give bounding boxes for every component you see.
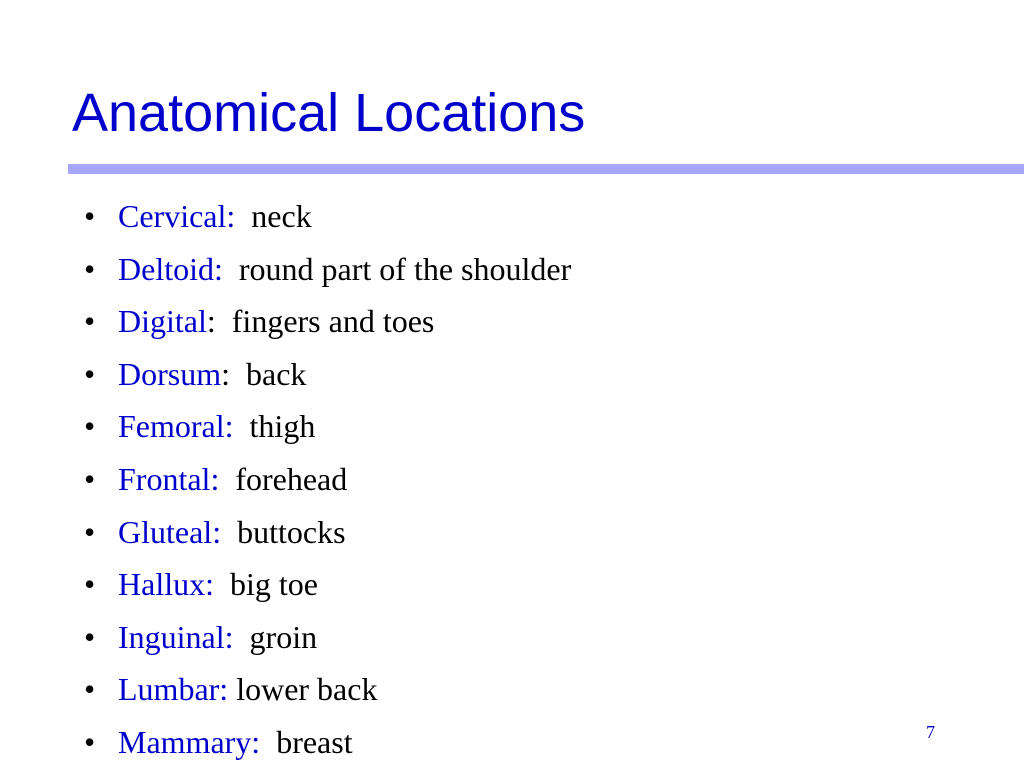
bullet-icon: • xyxy=(84,513,96,550)
page-number: 7 xyxy=(926,722,935,742)
definition: groin xyxy=(249,618,318,655)
bullet-icon: • xyxy=(84,566,96,603)
definition: : back xyxy=(221,355,307,392)
term: Mammary: xyxy=(118,723,261,760)
definition: : fingers and toes xyxy=(206,303,435,340)
term: Deltoid: xyxy=(118,250,223,287)
term: Digital xyxy=(118,303,207,340)
list-item xyxy=(84,348,571,401)
definition: buttocks xyxy=(237,513,346,550)
bullet-icon: • xyxy=(84,460,96,497)
list-item xyxy=(84,400,571,453)
list-item xyxy=(84,453,571,506)
term: Hallux: xyxy=(118,566,214,603)
title-divider xyxy=(68,164,1024,174)
bullet-icon: • xyxy=(84,723,96,760)
bullet-icon: • xyxy=(84,408,96,445)
term: Lumbar: xyxy=(118,671,229,708)
definition: lower back xyxy=(236,671,378,708)
list-item xyxy=(84,243,571,296)
list-item xyxy=(84,663,571,716)
term: Gluteal: xyxy=(118,513,222,550)
list-item xyxy=(84,190,571,243)
bullet-icon: • xyxy=(84,198,96,234)
term-list xyxy=(84,190,571,769)
bullet-icon: • xyxy=(84,671,96,708)
term: Frontal: xyxy=(118,460,220,497)
term: Inguinal: xyxy=(118,618,234,655)
definition: round part of the shoulder xyxy=(238,250,572,287)
list-item xyxy=(84,558,571,611)
definition: thigh xyxy=(249,408,316,445)
term: Dorsum xyxy=(118,355,222,392)
term: Cervical: xyxy=(118,198,236,234)
definition: big toe xyxy=(229,566,318,603)
list-item xyxy=(84,506,571,559)
bullet-icon: • xyxy=(84,355,96,392)
slide-title: Anatomical Locations xyxy=(72,83,586,143)
bullet-icon: • xyxy=(84,618,96,655)
term: Femoral: xyxy=(118,408,234,445)
definition: neck xyxy=(251,198,312,234)
list-item xyxy=(84,295,571,348)
list-item xyxy=(84,611,571,664)
list-item xyxy=(84,716,571,769)
definition: forehead xyxy=(235,460,348,497)
bullet-icon: • xyxy=(84,250,96,287)
bullet-icon: • xyxy=(84,303,96,340)
definition: breast xyxy=(276,723,353,760)
